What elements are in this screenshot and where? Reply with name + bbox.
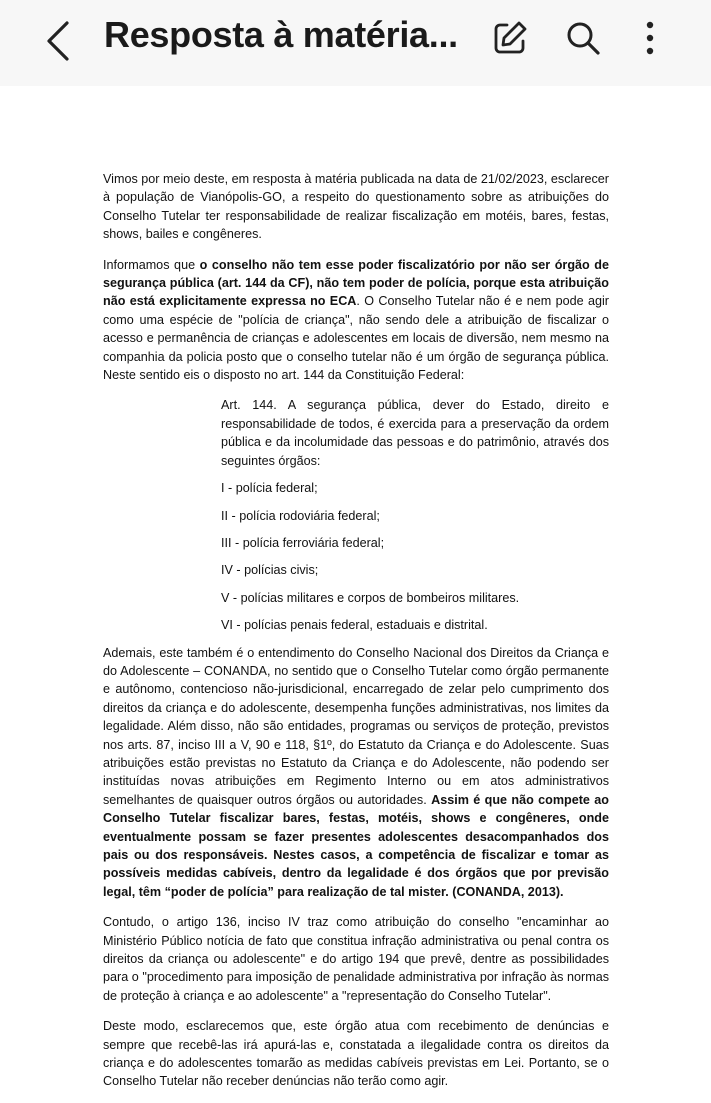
more-vertical-icon	[644, 20, 656, 56]
paragraph-informamos	[103, 256, 609, 385]
paragraph-bold-text: o conselho não tem esse poder fiscalizatório por não ser órgão de segurança pública (art. 144 da CF), não tem poder de polícia, porque esta atribuição não está explicitamente expressa no ECA	[103, 257, 609, 309]
search-button[interactable]	[561, 16, 605, 60]
quote-text: Art. 144. A segurança pública, dever do Estado, direito e responsabilidade de todos, é exercida para a preservação da ordem pública e da incolumidade das pessoas e do patrimônio, através dos seguintes órgãos:	[221, 398, 609, 468]
search-icon	[565, 20, 601, 56]
page-title: Resposta à matéria...	[104, 14, 458, 55]
chevron-left-icon	[45, 21, 71, 61]
app-header	[0, 0, 711, 86]
list-item: III - polícia ferroviária federal;	[221, 535, 385, 550]
law-quote	[221, 396, 609, 634]
edit-pencil-icon	[492, 20, 528, 56]
more-options-button[interactable]	[628, 16, 672, 60]
paragraph-bold-text: Assim é que não compete ao Conselho Tutelar fiscalizar bares, festas, motéis, shows e congêneres, onde eventualmente possam se fazer presentes adolescentes desacompanhados dos pais ou dos responsáveis. Nestes casos, a competência de fiscalizar e tomar as possíveis medidas cabíveis, dentro da legalidade é dos órgãos que por previsão legal, têm “poder de polícia” para realização de tal mister. (CONANDA, 2013).	[103, 792, 609, 899]
edit-button[interactable]	[488, 16, 532, 60]
list-item: VI - polícias penais federal, estaduais e distrital.	[221, 618, 488, 633]
paragraph-text: . O Conselho Tutelar não é e nem pode agir como uma espécie de "polícia de criança", não sendo dele a atribuição de fiscalizar o acesso e permanência de crianças e adolescentes em locais de diversão, nem mesmo na companhia da policia posto que o conselho tutelar não é um órgão de segurança pública. Neste sentido eis o disposto no art. 144 da Constituição Federal:	[103, 294, 609, 383]
paragraph-conanda	[103, 644, 609, 902]
list-item: IV - polícias civis;	[221, 563, 319, 578]
list-item: I - polícia federal;	[221, 481, 318, 496]
paragraph-intro: Vimos por meio deste, em resposta à matéria publicada na data de 21/02/2023, esclarecer à população de Vianópolis-GO, a respeito do questionamento sobre as atribuições do Conselho Tutelar ter responsabilidade de realizar fiscalização em motéis, bares, festas, shows, bailes e congêneres.	[103, 172, 609, 242]
paragraph-contudo: Contudo, o artigo 136, inciso IV traz como atribuição do conselho "encaminhar ao Ministério Público notícia de fato que constitua infração administrativa ou penal contra os direitos da criança ou adolescente" e do artigo 194 que prevê, dentre as possibilidades para o "procedimento para imposição de penalidade administrativa por infração às normas de proteção à criança e ao adolescente" a "representação do Conselho Tutelar".	[103, 915, 609, 1003]
paragraph-text: Ademais, este também é o entendimento do Conselho Nacional dos Direitos da Criança e do Adolescente – CONANDA, no sentido que o Conselho Tutelar como órgão permanente e autônomo, contencioso não-jurisdicional, encarregado de zelar pelo cumprimento dos direitos da criança e do adolescente, desempenha funções administrativas, nos limites da legalidade. Além disso, não são entidades, programas ou serviços de proteção, previstos nos arts. 87, inciso III a V, 90 e 118, §1º, do Estatuto da Criança e do Adolescente. Suas atribuições estão previstas no Estatuto da Criança e do Adolescente, não podendo ser instituídas novas atribuições em Regimento Interno ou em atos administrativos semelhantes de quaisquer outros órgãos ou autoridades.	[103, 645, 609, 807]
document-body	[103, 170, 609, 1103]
paragraph-conclusion: Deste modo, esclarecemos que, este órgão atua com recebimento de denúncias e sempre que recebê-las irá apurá-las e, constatada a ilegalidade contra os direitos da criança e do adolescentes tomarão as medidas cabíveis previstas em Lei. Portanto, se o Conselho Tutelar não receber denúncias não terão como agir.	[103, 1019, 609, 1089]
list-item: II - polícia rodoviária federal;	[221, 508, 380, 523]
back-button[interactable]	[38, 18, 78, 64]
paragraph-text: Informamos que	[103, 257, 200, 272]
list-item: V - polícias militares e corpos de bombeiros militares.	[221, 590, 520, 605]
